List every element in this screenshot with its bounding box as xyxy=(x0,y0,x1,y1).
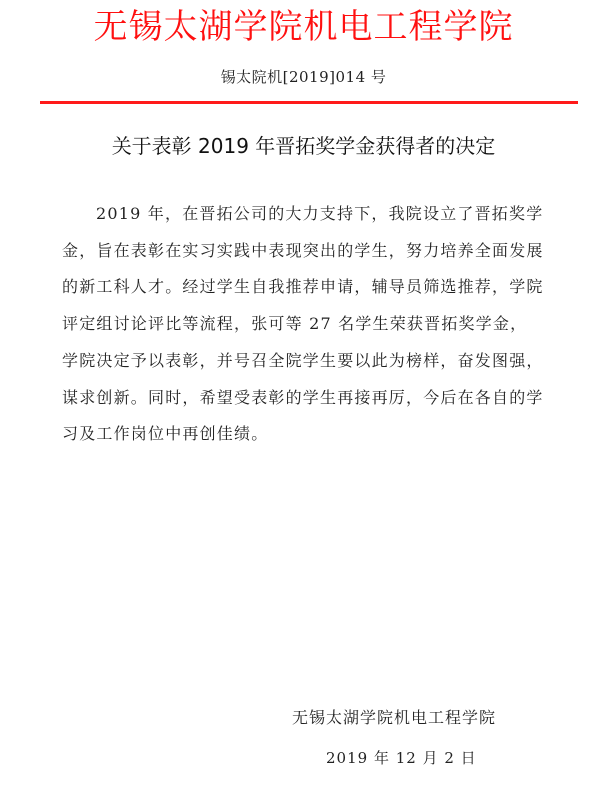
signature-date: 2019 年 12 月 2 日 xyxy=(326,749,477,767)
red-divider xyxy=(40,101,578,104)
document-body: 2019 年，在晋拓公司的大力支持下，我院设立了晋拓奖学金，旨在表彰在实习实践中表现突出的学生，努力培养全面发展的新工科人才。经过学生自我推荐申请，辅导员筛选推荐，学院评定组讨论评比等流程，张可等 27 名学生荣获晋拓奖学金，学院决定予以表彰，并号召全院学生要以此为榜样，奋发图强，谋求创新。同时，希望受表彰的学生再接再厉，今后在各自的学习及工作岗位中再创佳绩。 xyxy=(62,204,544,444)
document-number: 锡太院机[2019]014 号 xyxy=(220,68,387,86)
organization-header: 无锡太湖学院机电工程学院 xyxy=(93,7,514,47)
document-title: 关于表彰 2019 年晋拓奖学金获得者的决定 xyxy=(111,134,496,158)
signature-organization: 无锡太湖学院机电工程学院 xyxy=(292,708,497,727)
